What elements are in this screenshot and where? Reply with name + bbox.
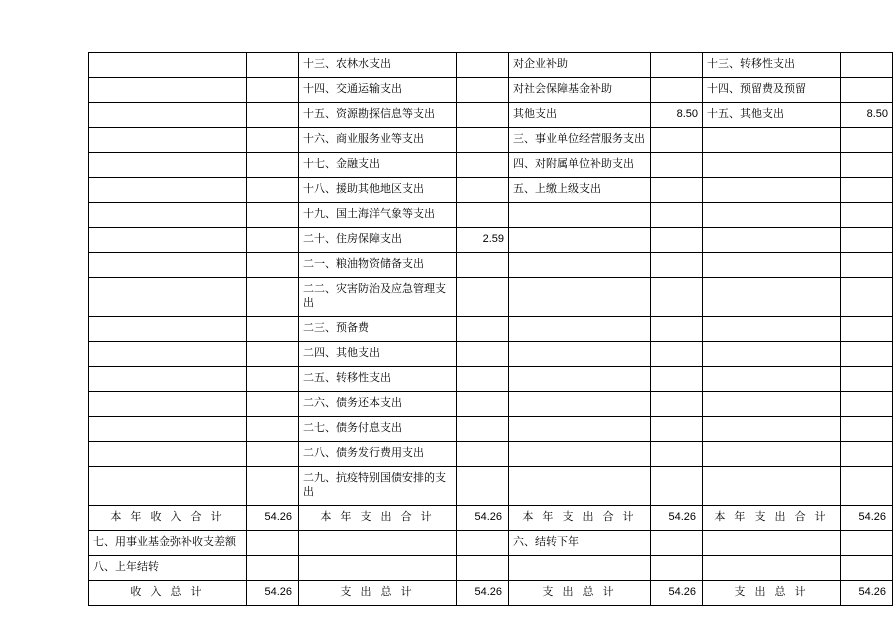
cell-expenditure-function-amount [457, 78, 509, 103]
cell-income-item [89, 417, 247, 442]
cell-expenditure-function-item: 二十、住房保障支出 [299, 228, 457, 253]
cell-income-item [89, 317, 247, 342]
cell-expenditure-economy-item: 其他支出 [509, 103, 651, 128]
cell-expenditure-economy-item [509, 278, 651, 317]
cell-income-item [89, 367, 247, 392]
cell-expenditure-economy-amount [651, 531, 703, 556]
cell-income-amount [247, 342, 299, 367]
table-row [89, 78, 893, 103]
cell-income-item [89, 253, 247, 278]
cell-expenditure-economy-amount [651, 278, 703, 317]
cell-expenditure-category-item [703, 392, 841, 417]
cell-expenditure-economy-item: 五、上缴上级支出 [509, 178, 651, 203]
cell-expenditure-function-item: 二四、其他支出 [299, 342, 457, 367]
table-row [89, 103, 893, 128]
cell-expenditure-category-item [703, 128, 841, 153]
cell-expenditure-economy-amount [651, 153, 703, 178]
cell-expenditure-economy-item [509, 467, 651, 506]
cell-expenditure-category-item [703, 442, 841, 467]
cell-expenditure-economy-amount [651, 556, 703, 581]
cell-expenditure-economy-item [509, 556, 651, 581]
cell-income-amount [247, 178, 299, 203]
cell-expenditure-function-amount [457, 317, 509, 342]
cell-expenditure-function-item [299, 556, 457, 581]
cell-income-item [89, 442, 247, 467]
cell-expenditure-category-amount [841, 556, 893, 581]
table-row [89, 53, 893, 78]
cell-expenditure-category-amount: 54.26 [841, 581, 893, 606]
cell-expenditure-category-item [703, 417, 841, 442]
cell-expenditure-function-amount [457, 278, 509, 317]
cell-expenditure-economy-item [509, 392, 651, 417]
cell-expenditure-function-amount [457, 342, 509, 367]
table-row [89, 531, 893, 556]
cell-income-amount [247, 317, 299, 342]
cell-expenditure-economy-item: 六、结转下年 [509, 531, 651, 556]
cell-expenditure-economy-amount [651, 228, 703, 253]
cell-expenditure-function-item: 十五、资源勘探信息等支出 [299, 103, 457, 128]
cell-expenditure-economy-amount [651, 78, 703, 103]
cell-income-item [89, 128, 247, 153]
cell-expenditure-economy-amount: 54.26 [651, 581, 703, 606]
cell-expenditure-function-amount [457, 531, 509, 556]
cell-expenditure-category-amount [841, 153, 893, 178]
table-row [89, 317, 893, 342]
budget-table-body [89, 53, 893, 606]
table-row [89, 228, 893, 253]
cell-expenditure-category-amount [841, 228, 893, 253]
cell-income-amount [247, 367, 299, 392]
cell-expenditure-economy-item [509, 253, 651, 278]
cell-expenditure-function-item: 支 出 总 计 [299, 581, 457, 606]
cell-expenditure-function-amount [457, 53, 509, 78]
cell-expenditure-function-item: 十三、农林水支出 [299, 53, 457, 78]
cell-income-item [89, 278, 247, 317]
cell-expenditure-function-amount [457, 392, 509, 417]
cell-expenditure-category-amount [841, 442, 893, 467]
table-row [89, 556, 893, 581]
cell-income-item [89, 467, 247, 506]
cell-expenditure-economy-item [509, 417, 651, 442]
cell-expenditure-function-item: 二七、债务付息支出 [299, 417, 457, 442]
cell-expenditure-economy-item [509, 203, 651, 228]
budget-table [88, 52, 893, 606]
cell-expenditure-function-amount [457, 467, 509, 506]
table-row [89, 342, 893, 367]
cell-income-amount [247, 228, 299, 253]
table-row [89, 417, 893, 442]
cell-expenditure-economy-amount [651, 342, 703, 367]
cell-expenditure-category-item: 支 出 总 计 [703, 581, 841, 606]
cell-expenditure-function-amount [457, 556, 509, 581]
cell-expenditure-economy-amount [651, 317, 703, 342]
cell-expenditure-category-item: 本 年 支 出 合 计 [703, 506, 841, 531]
cell-expenditure-economy-item: 四、对附属单位补助支出 [509, 153, 651, 178]
table-total-row [89, 581, 893, 606]
cell-expenditure-economy-item [509, 442, 651, 467]
cell-income-amount [247, 103, 299, 128]
cell-income-item [89, 178, 247, 203]
cell-income-item: 收 入 总 计 [89, 581, 247, 606]
cell-expenditure-economy-amount [651, 178, 703, 203]
cell-expenditure-economy-item [509, 342, 651, 367]
cell-income-amount [247, 203, 299, 228]
cell-income-item [89, 203, 247, 228]
cell-income-amount [247, 78, 299, 103]
cell-expenditure-economy-amount: 54.26 [651, 506, 703, 531]
cell-expenditure-category-amount [841, 178, 893, 203]
cell-expenditure-function-item: 本 年 支 出 合 计 [299, 506, 457, 531]
cell-expenditure-category-amount: 54.26 [841, 506, 893, 531]
cell-expenditure-function-item: 十四、交通运输支出 [299, 78, 457, 103]
cell-expenditure-category-amount: 8.50 [841, 103, 893, 128]
cell-income-item [89, 392, 247, 417]
cell-expenditure-function-amount [457, 253, 509, 278]
cell-expenditure-function-amount [457, 153, 509, 178]
cell-expenditure-function-amount: 2.59 [457, 228, 509, 253]
table-row [89, 367, 893, 392]
cell-expenditure-category-item [703, 203, 841, 228]
cell-expenditure-category-item [703, 153, 841, 178]
cell-expenditure-category-amount [841, 78, 893, 103]
cell-expenditure-function-item: 二二、灾害防治及应急管理支出 [299, 278, 457, 317]
cell-income-amount: 54.26 [247, 506, 299, 531]
cell-expenditure-category-item [703, 278, 841, 317]
cell-expenditure-economy-item [509, 228, 651, 253]
cell-expenditure-category-item [703, 556, 841, 581]
cell-income-item [89, 103, 247, 128]
cell-expenditure-economy-item: 本 年 支 出 合 计 [509, 506, 651, 531]
cell-expenditure-category-item [703, 178, 841, 203]
cell-income-item [89, 78, 247, 103]
cell-expenditure-function-item: 十八、援助其他地区支出 [299, 178, 457, 203]
cell-income-amount [247, 467, 299, 506]
table-row [89, 467, 893, 506]
cell-expenditure-function-amount [457, 103, 509, 128]
cell-expenditure-category-amount [841, 342, 893, 367]
cell-income-item: 八、上年结转 [89, 556, 247, 581]
cell-income-item: 七、用事业基金弥补收支差额 [89, 531, 247, 556]
cell-expenditure-function-item: 十九、国土海洋气象等支出 [299, 203, 457, 228]
cell-income-amount [247, 153, 299, 178]
cell-expenditure-economy-amount [651, 253, 703, 278]
cell-income-item [89, 342, 247, 367]
cell-income-amount [247, 253, 299, 278]
cell-expenditure-category-item [703, 531, 841, 556]
cell-expenditure-category-item [703, 467, 841, 506]
cell-income-item [89, 53, 247, 78]
cell-expenditure-economy-item [509, 317, 651, 342]
cell-expenditure-economy-item: 对企业补助 [509, 53, 651, 78]
cell-expenditure-function-item: 二八、债务发行费用支出 [299, 442, 457, 467]
cell-expenditure-function-amount [457, 128, 509, 153]
cell-expenditure-category-amount [841, 531, 893, 556]
cell-income-item [89, 228, 247, 253]
cell-expenditure-economy-item: 对社会保障基金补助 [509, 78, 651, 103]
cell-expenditure-function-item: 二五、转移性支出 [299, 367, 457, 392]
cell-expenditure-function-item: 二三、预备费 [299, 317, 457, 342]
cell-expenditure-category-amount [841, 128, 893, 153]
cell-expenditure-category-item [703, 317, 841, 342]
cell-expenditure-economy-item [509, 367, 651, 392]
table-row [89, 392, 893, 417]
cell-expenditure-economy-item: 支 出 总 计 [509, 581, 651, 606]
cell-income-amount [247, 53, 299, 78]
cell-expenditure-category-amount [841, 53, 893, 78]
cell-expenditure-function-amount [457, 178, 509, 203]
cell-expenditure-function-item: 十七、金融支出 [299, 153, 457, 178]
cell-expenditure-economy-amount [651, 417, 703, 442]
cell-expenditure-economy-item: 三、事业单位经营服务支出 [509, 128, 651, 153]
cell-expenditure-category-item [703, 342, 841, 367]
cell-expenditure-function-amount: 54.26 [457, 506, 509, 531]
cell-expenditure-function-amount [457, 367, 509, 392]
table-row [89, 203, 893, 228]
cell-expenditure-category-amount [841, 253, 893, 278]
cell-expenditure-economy-amount [651, 467, 703, 506]
cell-expenditure-function-item: 二一、粮油物资储备支出 [299, 253, 457, 278]
cell-expenditure-category-amount [841, 367, 893, 392]
cell-expenditure-category-amount [841, 392, 893, 417]
cell-expenditure-function-amount [457, 203, 509, 228]
cell-expenditure-category-amount [841, 203, 893, 228]
cell-expenditure-function-item: 十六、商业服务业等支出 [299, 128, 457, 153]
table-total-row [89, 506, 893, 531]
cell-income-item [89, 153, 247, 178]
cell-expenditure-category-amount [841, 278, 893, 317]
cell-income-amount: 54.26 [247, 581, 299, 606]
cell-expenditure-economy-amount [651, 442, 703, 467]
cell-income-amount [247, 278, 299, 317]
cell-income-item: 本 年 收 入 合 计 [89, 506, 247, 531]
cell-expenditure-category-amount [841, 317, 893, 342]
cell-expenditure-category-amount [841, 417, 893, 442]
cell-expenditure-category-item [703, 228, 841, 253]
cell-income-amount [247, 556, 299, 581]
cell-expenditure-function-item: 二六、债务还本支出 [299, 392, 457, 417]
cell-expenditure-function-amount [457, 417, 509, 442]
cell-income-amount [247, 442, 299, 467]
cell-expenditure-category-amount [841, 467, 893, 506]
cell-expenditure-economy-amount: 8.50 [651, 103, 703, 128]
cell-expenditure-function-item [299, 531, 457, 556]
table-row [89, 253, 893, 278]
cell-expenditure-economy-amount [651, 392, 703, 417]
table-row [89, 128, 893, 153]
cell-expenditure-function-amount [457, 442, 509, 467]
cell-expenditure-function-amount: 54.26 [457, 581, 509, 606]
cell-expenditure-category-item: 十五、其他支出 [703, 103, 841, 128]
cell-income-amount [247, 128, 299, 153]
cell-expenditure-category-item: 十三、转移性支出 [703, 53, 841, 78]
cell-income-amount [247, 531, 299, 556]
cell-expenditure-economy-amount [651, 203, 703, 228]
cell-expenditure-economy-amount [651, 53, 703, 78]
table-row [89, 442, 893, 467]
cell-expenditure-economy-amount [651, 367, 703, 392]
cell-expenditure-function-item: 二九、抗疫特别国债安排的支出 [299, 467, 457, 506]
cell-income-amount [247, 392, 299, 417]
cell-expenditure-category-item [703, 367, 841, 392]
cell-expenditure-economy-amount [651, 128, 703, 153]
table-row [89, 153, 893, 178]
cell-expenditure-category-item [703, 253, 841, 278]
cell-expenditure-category-item: 十四、预留费及预留 [703, 78, 841, 103]
cell-income-amount [247, 417, 299, 442]
table-row [89, 278, 893, 317]
table-row [89, 178, 893, 203]
